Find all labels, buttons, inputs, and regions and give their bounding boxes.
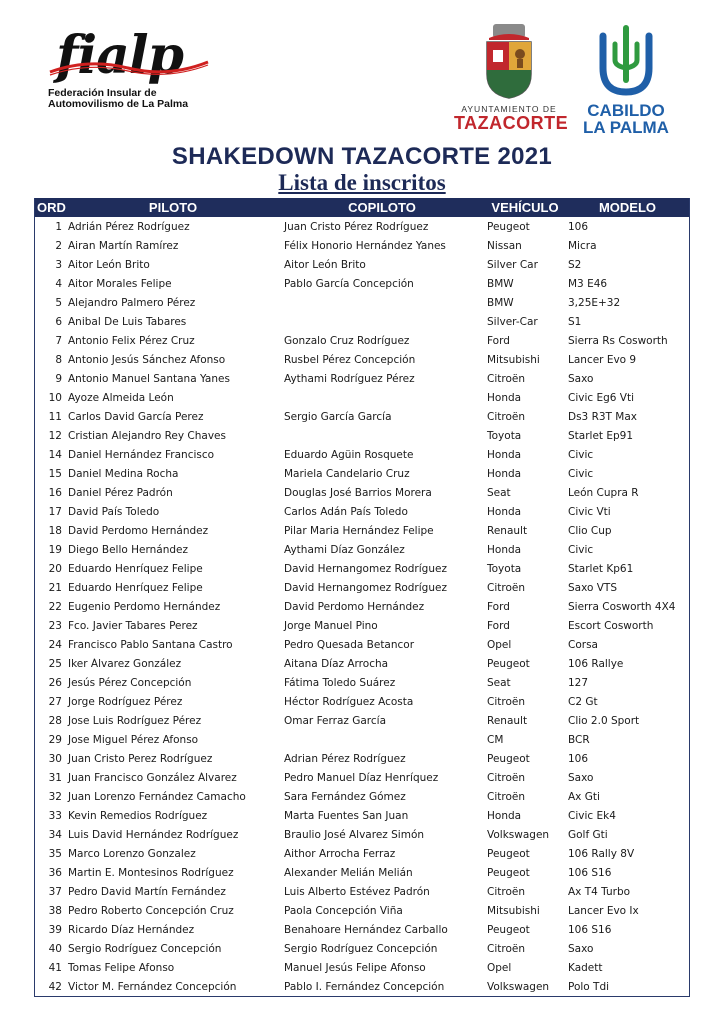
- fialp-wordmark: fialp: [56, 25, 183, 86]
- cell-ord: 40: [48, 942, 62, 955]
- cell-copiloto: Jorge Manuel Pino: [284, 619, 378, 632]
- table-row: [35, 806, 689, 825]
- cell-piloto: Martin E. Montesinos Rodríguez: [68, 866, 234, 879]
- fialp-swoosh-icon: [48, 50, 218, 80]
- cell-modelo: Sierra Rs Cosworth: [568, 334, 668, 347]
- cell-modelo: Sierra Cosworth 4X4: [568, 600, 676, 613]
- cell-vehiculo: Peugeot: [487, 923, 530, 936]
- cell-modelo: Saxo: [568, 372, 594, 385]
- cell-piloto: Eduardo Henríquez Felipe: [68, 562, 203, 575]
- cell-ord: 1: [55, 220, 62, 233]
- cell-modelo: Clio 2.0 Sport: [568, 714, 640, 727]
- cell-copiloto: Pedro Quesada Betancor: [284, 638, 415, 651]
- cell-vehiculo: Citroën: [487, 942, 525, 955]
- cell-modelo: S1: [568, 315, 582, 328]
- table-row: [35, 578, 689, 597]
- cell-piloto: Anibal De Luis Tabares: [68, 315, 187, 328]
- cell-piloto: Daniel Hernández Francisco: [68, 448, 215, 461]
- cell-ord: 42: [48, 980, 62, 993]
- cell-modelo: Civic Ek4: [568, 809, 616, 822]
- cell-modelo: Starlet Ep91: [568, 429, 634, 442]
- cell-piloto: Iker Álvarez González: [68, 657, 182, 670]
- table-row: [35, 274, 689, 293]
- cell-modelo: Lancer Evo 9: [568, 353, 637, 366]
- table-row: [35, 749, 689, 768]
- cell-modelo: 106 S16: [568, 866, 612, 879]
- cell-modelo: 106 Rallye: [568, 657, 624, 670]
- cell-modelo: BCR: [568, 733, 590, 746]
- cell-piloto: Jesús Pérez Concepción: [68, 676, 192, 689]
- cell-vehiculo: CM: [487, 733, 504, 746]
- table-row: [35, 673, 689, 692]
- tazacorte-label: TAZACORTE: [454, 113, 569, 133]
- cell-ord: 38: [48, 904, 62, 917]
- cabildo-line2: LA PALMA: [583, 118, 669, 137]
- cell-piloto: Adrián Pérez Rodríguez: [68, 220, 190, 233]
- cell-modelo: Ax Gti: [568, 790, 600, 803]
- entry-list-table: [34, 198, 690, 997]
- cell-copiloto: Sara Fernández Gómez: [284, 790, 406, 803]
- cell-modelo: Ax T4 Turbo: [568, 885, 631, 898]
- cell-ord: 12: [48, 429, 62, 442]
- fialp-subtitle: [48, 88, 188, 110]
- cell-ord: 9: [55, 372, 62, 385]
- cell-vehiculo: Volkswagen: [487, 828, 550, 841]
- cell-copiloto: Juan Cristo Pérez Rodríguez: [284, 220, 429, 233]
- cell-modelo: Starlet Kp61: [568, 562, 634, 575]
- cell-ord: 25: [48, 657, 62, 670]
- column-header-copiloto: COPILOTO: [348, 200, 416, 215]
- table-row: [35, 692, 689, 711]
- cell-copiloto: Omar Ferraz García: [284, 714, 387, 727]
- cell-modelo: Civic: [568, 467, 594, 480]
- table-row: [35, 331, 689, 350]
- table-row: [35, 920, 689, 939]
- cell-piloto: Aitor León Brito: [68, 258, 150, 271]
- table-row: [35, 521, 689, 540]
- cell-copiloto: Pablo I. Fernández Concepción: [284, 980, 445, 993]
- cell-copiloto: Aitana Díaz Arrocha: [284, 657, 389, 670]
- cell-modelo: Kadett: [568, 961, 603, 974]
- cell-copiloto: Paola Concepción Viña: [284, 904, 403, 917]
- table-row: [35, 901, 689, 920]
- cabildo-line1: CABILDO: [587, 101, 665, 120]
- cell-modelo: Micra: [568, 239, 597, 252]
- ayuntamiento-tazacorte-logo: [454, 22, 569, 140]
- cell-piloto: Juan Cristo Perez Rodríguez: [68, 752, 213, 765]
- cell-copiloto: David Hernangomez Rodríguez: [284, 562, 447, 575]
- cell-modelo: Polo Tdi: [568, 980, 610, 993]
- cell-ord: 35: [48, 847, 62, 860]
- cell-piloto: Eugenio Perdomo Hernández: [68, 600, 221, 613]
- cell-modelo: 3,25E+32: [568, 296, 621, 309]
- table-row: [35, 483, 689, 502]
- cell-copiloto: Manuel Jesús Felipe Afonso: [284, 961, 426, 974]
- cell-vehiculo: Mitsubishi: [487, 353, 540, 366]
- cell-modelo: Corsa: [568, 638, 598, 651]
- cell-copiloto: Marta Fuentes San Juan: [284, 809, 409, 822]
- cell-vehiculo: Volkswagen: [487, 980, 550, 993]
- cell-modelo: M3 E46: [568, 277, 608, 290]
- cell-copiloto: Adrian Pérez Rodríguez: [284, 752, 406, 765]
- cell-copiloto: Félix Honorio Hernández Yanes: [284, 239, 446, 252]
- cell-piloto: Cristian Alejandro Rey Chaves: [68, 429, 226, 442]
- table-row: [35, 312, 689, 331]
- cell-vehiculo: Citroën: [487, 372, 525, 385]
- page-title: SHAKEDOWN TAZACORTE 2021: [171, 143, 553, 170]
- cell-ord: 19: [48, 543, 62, 556]
- table-row: [35, 711, 689, 730]
- cell-modelo: 106 S16: [568, 923, 612, 936]
- cell-copiloto: Pablo García Concepción: [284, 277, 414, 290]
- cell-piloto: Pedro David Martín Fernández: [68, 885, 226, 898]
- fialp-logo: [48, 25, 218, 110]
- cell-ord: 15: [48, 467, 62, 480]
- table-row: [35, 825, 689, 844]
- cell-modelo: Clio Cup: [568, 524, 612, 537]
- cell-piloto: Jose Miguel Pérez Afonso: [68, 733, 199, 746]
- cell-copiloto: Alexander Melián Melián: [284, 866, 413, 879]
- column-header-vehiculo: VEHÍCULO: [491, 200, 559, 215]
- cell-piloto: Antonio Manuel Santana Yanes: [68, 372, 230, 385]
- cell-vehiculo: Peugeot: [487, 752, 530, 765]
- table-row: [35, 502, 689, 521]
- cabildo-label: [576, 102, 676, 136]
- cell-vehiculo: Seat: [487, 486, 511, 499]
- cell-modelo: C2 Gt: [568, 695, 598, 708]
- cell-vehiculo: Citroën: [487, 885, 525, 898]
- table-row: [35, 882, 689, 901]
- cell-ord: 18: [48, 524, 62, 537]
- cell-copiloto: Eduardo Agüin Rosquete: [284, 448, 414, 461]
- table-row: [35, 426, 689, 445]
- cell-copiloto: Aythami Rodríguez Pérez: [284, 372, 415, 385]
- cell-copiloto: David Perdomo Hernández: [284, 600, 425, 613]
- table-row: [35, 844, 689, 863]
- cell-vehiculo: Seat: [487, 676, 511, 689]
- table-row: [35, 787, 689, 806]
- column-header-ord: ORD: [37, 200, 66, 215]
- cell-vehiculo: Renault: [487, 524, 528, 537]
- cell-ord: 41: [48, 961, 62, 974]
- cell-ord: 14: [48, 448, 62, 461]
- cell-ord: 28: [48, 714, 62, 727]
- fialp-subtitle-line2: Automovilismo de La Palma: [48, 98, 189, 110]
- cell-piloto: David Perdomo Hernández: [68, 524, 209, 537]
- table-row: [35, 407, 689, 426]
- cell-vehiculo: Toyota: [487, 562, 522, 575]
- cell-ord: 2: [55, 239, 62, 252]
- cell-ord: 10: [48, 391, 62, 404]
- cell-vehiculo: Renault: [487, 714, 528, 727]
- cell-piloto: Tomas Felipe Afonso: [68, 961, 175, 974]
- cell-ord: 32: [48, 790, 62, 803]
- cell-ord: 31: [48, 771, 62, 784]
- cell-copiloto: Benahoare Hernández Carballo: [284, 923, 448, 936]
- column-header-modelo: MODELO: [598, 200, 657, 215]
- cell-copiloto: Pedro Manuel Díaz Henríquez: [284, 771, 439, 784]
- cell-ord: 5: [55, 296, 62, 309]
- cell-piloto: Antonio Felix Pérez Cruz: [68, 334, 195, 347]
- table-row: [35, 255, 689, 274]
- cell-vehiculo: BMW: [487, 277, 514, 290]
- cell-vehiculo: Citroën: [487, 695, 525, 708]
- cell-vehiculo: Ford: [487, 619, 510, 632]
- table-row: [35, 464, 689, 483]
- cell-vehiculo: Citroën: [487, 410, 525, 423]
- cell-ord: 4: [55, 277, 62, 290]
- table-row: [35, 597, 689, 616]
- table-row: [35, 350, 689, 369]
- cell-piloto: Ayoze Almeida León: [68, 391, 174, 404]
- cell-copiloto: Sergio García García: [284, 410, 392, 423]
- column-header-piloto: PILOTO: [148, 200, 198, 215]
- cell-vehiculo: Citroën: [487, 790, 525, 803]
- cell-ord: 39: [48, 923, 62, 936]
- cell-ord: 22: [48, 600, 62, 613]
- cell-copiloto: Luis Alberto Estévez Padrón: [284, 885, 430, 898]
- table-row: [35, 768, 689, 787]
- cell-vehiculo: Peugeot: [487, 220, 530, 233]
- cell-piloto: Eduardo Henríquez Felipe: [68, 581, 203, 594]
- cell-vehiculo: Ford: [487, 600, 510, 613]
- cell-modelo: Golf Gti: [568, 828, 608, 841]
- cell-copiloto: Rusbel Pérez Concepción: [284, 353, 416, 366]
- ayuntamiento-label: AYUNTAMIENTO DE: [461, 104, 557, 114]
- cell-piloto: Jorge Rodríguez Pérez: [68, 695, 183, 708]
- cell-vehiculo: Peugeot: [487, 657, 530, 670]
- cell-modelo: 127: [568, 676, 589, 689]
- cell-piloto: Aitor Morales Felipe: [68, 277, 172, 290]
- cell-ord: 3: [55, 258, 62, 271]
- table-body: [35, 217, 689, 996]
- cell-vehiculo: Honda: [487, 448, 522, 461]
- cell-modelo: León Cupra R: [568, 486, 639, 499]
- cell-vehiculo: Peugeot: [487, 866, 530, 879]
- table-row: [35, 616, 689, 635]
- table-row: [35, 635, 689, 654]
- cell-ord: 6: [55, 315, 62, 328]
- cell-piloto: Airan Martín Ramírez: [68, 239, 179, 252]
- cell-copiloto: Aithor Arrocha Ferraz: [284, 847, 396, 860]
- cabildo-la-palma-logo: [576, 22, 676, 140]
- cell-copiloto: Aythami Díaz González: [284, 543, 405, 556]
- cell-copiloto: Braulio José Alvarez Simón: [284, 828, 425, 841]
- cell-ord: 16: [48, 486, 62, 499]
- cell-vehiculo: Honda: [487, 809, 522, 822]
- cell-ord: 27: [48, 695, 62, 708]
- cell-piloto: Daniel Pérez Padrón: [68, 486, 173, 499]
- cell-vehiculo: Honda: [487, 467, 522, 480]
- cell-vehiculo: Nissan: [487, 239, 522, 252]
- table-row: [35, 217, 689, 236]
- cell-ord: 37: [48, 885, 62, 898]
- coat-of-arms-icon: [479, 22, 539, 100]
- table-row: [35, 293, 689, 312]
- table-row: [35, 369, 689, 388]
- cell-ord: 8: [55, 353, 62, 366]
- cell-piloto: David País Toledo: [68, 505, 160, 518]
- cell-ord: 21: [48, 581, 62, 594]
- cell-vehiculo: BMW: [487, 296, 514, 309]
- cell-ord: 7: [55, 334, 62, 347]
- cell-vehiculo: Honda: [487, 505, 522, 518]
- cell-copiloto: David Hernangomez Rodríguez: [284, 581, 447, 594]
- cell-ord: 34: [48, 828, 62, 841]
- cell-piloto: Fco. Javier Tabares Perez: [68, 619, 198, 632]
- cell-copiloto: Fátima Toledo Suárez: [284, 676, 396, 689]
- table-row: [35, 863, 689, 882]
- cell-vehiculo: Mitsubishi: [487, 904, 540, 917]
- cell-copiloto: Aitor León Brito: [284, 258, 366, 271]
- cell-ord: 29: [48, 733, 62, 746]
- cell-vehiculo: Peugeot: [487, 847, 530, 860]
- cell-copiloto: Douglas José Barrios Morera: [284, 486, 432, 499]
- cell-piloto: Sergio Rodríguez Concepción: [68, 942, 222, 955]
- cell-vehiculo: Toyota: [487, 429, 522, 442]
- cell-piloto: Luis David Hernández Rodríguez: [68, 828, 239, 841]
- cell-modelo: 106 Rally 8V: [568, 847, 635, 860]
- cell-vehiculo: Opel: [487, 961, 512, 974]
- cell-ord: 33: [48, 809, 62, 822]
- cell-ord: 23: [48, 619, 62, 632]
- cell-modelo: Ds3 R3T Max: [568, 410, 638, 423]
- table-row: [35, 540, 689, 559]
- cell-ord: 17: [48, 505, 62, 518]
- table-row: [35, 236, 689, 255]
- cell-ord: 26: [48, 676, 62, 689]
- cell-modelo: Saxo: [568, 771, 594, 784]
- cell-ord: 24: [48, 638, 62, 651]
- cell-piloto: Carlos David García Perez: [68, 410, 204, 423]
- cell-ord: 11: [48, 410, 62, 423]
- table-row: [35, 730, 689, 749]
- cell-piloto: Victor M. Fernández Concepción: [68, 980, 237, 993]
- cell-copiloto: Sergio Rodríguez Concepción: [284, 942, 438, 955]
- table-row: [35, 958, 689, 977]
- cell-piloto: Pedro Roberto Concepción Cruz: [68, 904, 234, 917]
- cell-vehiculo: Honda: [487, 543, 522, 556]
- cell-piloto: Francisco Pablo Santana Castro: [68, 638, 233, 651]
- cell-copiloto: Gonzalo Cruz Rodríguez: [284, 334, 410, 347]
- cell-vehiculo: Ford: [487, 334, 510, 347]
- cell-modelo: Civic Eg6 Vti: [568, 391, 635, 404]
- cell-piloto: Kevin Remedios Rodríguez: [68, 809, 208, 822]
- cell-modelo: Civic Vti: [568, 505, 611, 518]
- cell-modelo: Saxo: [568, 942, 594, 955]
- cell-vehiculo: Honda: [487, 391, 522, 404]
- cell-piloto: Antonio Jesús Sánchez Afonso: [68, 353, 226, 366]
- cell-piloto: Marco Lorenzo Gonzalez: [68, 847, 196, 860]
- cell-vehiculo: Citroën: [487, 771, 525, 784]
- cell-modelo: S2: [568, 258, 582, 271]
- cell-modelo: Civic: [568, 543, 594, 556]
- fialp-subtitle-line1: Federación Insular de: [48, 87, 157, 99]
- table-row: [35, 939, 689, 958]
- cell-ord: 36: [48, 866, 62, 879]
- cell-copiloto: Mariela Candelario Cruz: [284, 467, 410, 480]
- cell-copiloto: Héctor Rodríguez Acosta: [284, 695, 414, 708]
- cell-vehiculo: Citroën: [487, 581, 525, 594]
- cell-vehiculo: Silver Car: [487, 258, 538, 271]
- cell-copiloto: Carlos Adán País Toledo: [284, 505, 408, 518]
- cell-piloto: Daniel Medina Rocha: [68, 467, 179, 480]
- cell-copiloto: Pilar Maria Hernández Felipe: [284, 524, 434, 537]
- table-row: [35, 977, 689, 996]
- cell-piloto: Juan Francisco González Álvarez: [68, 771, 237, 784]
- cell-piloto: Diego Bello Hernández: [68, 543, 189, 556]
- table-row: [35, 388, 689, 407]
- cell-vehiculo: Opel: [487, 638, 512, 651]
- cell-piloto: Ricardo Díaz Hernández: [68, 923, 195, 936]
- cell-modelo: Civic: [568, 448, 594, 461]
- cell-modelo: Escort Cosworth: [568, 619, 654, 632]
- table-row: [35, 445, 689, 464]
- page-subtitle: Lista de inscritos: [278, 170, 446, 195]
- cell-modelo: 106: [568, 220, 589, 233]
- cell-modelo: 106: [568, 752, 589, 765]
- cell-modelo: Saxo VTS: [568, 581, 618, 594]
- cabildo-emblem-icon: [597, 22, 655, 96]
- cell-ord: 20: [48, 562, 62, 575]
- cell-modelo: Lancer Evo Ix: [568, 904, 639, 917]
- cell-ord: 30: [48, 752, 62, 765]
- table-row: [35, 654, 689, 673]
- cell-piloto: Alejandro Palmero Pérez: [68, 296, 196, 309]
- table-row: [35, 559, 689, 578]
- cell-piloto: Jose Luis Rodríguez Pérez: [68, 714, 202, 727]
- cell-piloto: Juan Lorenzo Fernández Camacho: [68, 790, 246, 803]
- cell-vehiculo: Silver-Car: [487, 315, 538, 328]
- table-header: [35, 198, 689, 217]
